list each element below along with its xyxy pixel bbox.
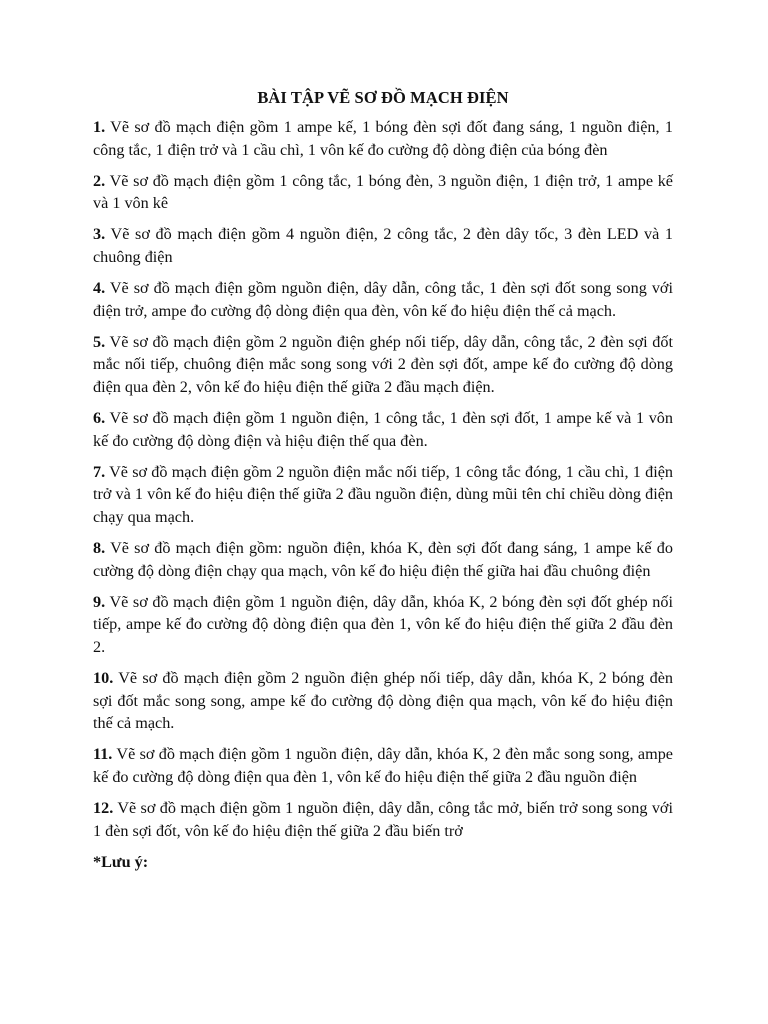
exercise-item-9 (93, 591, 673, 659)
exercise-item-8 (93, 537, 673, 582)
note-heading: *Lưu ý: (93, 852, 149, 871)
document-title: BÀI TẬP VẼ SƠ ĐỒ MẠCH ĐIỆN (257, 88, 509, 107)
exercise-item-5 (93, 331, 673, 399)
exercise-text: Vẽ sơ đồ mạch điện gồm 2 nguồn điện ghép nối tiếp, dây dẫn, khóa K, 2 bóng đèn sợi đốt mắc song song, ampe kế đo cường độ dòng điện qua mạch, vôn kế đo hiệu điện thế cả mạch. (93, 668, 673, 733)
exercise-text: Vẽ sơ đồ mạch điện gồm nguồn điện, dây dẫn, công tắc, 1 đèn sợi đốt song song với điện trở, ampe đo cường độ dòng điện qua đèn, vôn kế đo hiệu điện thế cả mạch. (93, 279, 673, 320)
exercise-text: Vẽ sơ đồ mạch điện gồm 1 công tắc, 1 bóng đèn, 3 nguồn điện, 1 điện trở, 1 ampe kế và 1 vôn kê (93, 171, 673, 213)
exercise-text: Vẽ sơ đồ mạch điện gồm 4 nguồn điện, 2 công tắc, 2 đèn dây tốc, 3 đèn LED và 1 chuông điện (93, 225, 673, 266)
exercise-number: 1. (93, 118, 106, 136)
exercise-item-3 (93, 223, 673, 268)
exercise-text: Vẽ sơ đồ mạch điện gồm 1 ampe kế, 1 bóng đèn sợi đốt đang sáng, 1 nguồn điện, 1 công tắc, 1 điện trở và 1 cầu chì, 1 vôn kế đo cường độ dòng điện của bóng đèn (93, 118, 673, 159)
exercise-item-11 (93, 743, 673, 788)
exercise-text: Vẽ sơ đồ mạch điện gồm 1 nguồn điện, dây dẫn, khóa K, 2 bóng đèn sợi đốt ghép nối tiếp, ampe kế đo cường độ dòng điện qua đèn 1, vôn kế đo hiệu điện thế giữa 2 đầu đèn 2. (93, 592, 673, 656)
exercise-number: 7. (93, 462, 106, 481)
exercise-text: Vẽ sơ đồ mạch điện gồm 1 nguồn điện, dây dẫn, công tắc mở, biến trở song song với 1 đèn sợi đốt, vôn kế đo hiệu điện thế giữa 2 đầu biến trở (93, 798, 673, 840)
exercise-number: 11. (93, 745, 113, 764)
exercise-text: Vẽ sơ đồ mạch điện gồm 1 nguồn điện, dây dẫn, khóa K, 2 đèn mắc song song, ampe kế đo cường độ dòng điện qua đèn 1, vôn kế đo hiệu điện thế giữa 2 đầu nguồn điện (93, 745, 673, 786)
exercise-text: Vẽ sơ đồ mạch điện gồm 2 nguồn điện mắc nối tiếp, 1 công tắc đóng, 1 cầu chì, 1 điện trở và 1 vôn kế đo hiệu điện thế giữa 2 đầu nguồn điện, dùng mũi tên chỉ chiều dòng điện chạy qua mạch. (93, 462, 673, 526)
exercise-item-10 (93, 667, 673, 735)
exercise-number: 12. (93, 798, 114, 817)
exercise-item-6 (93, 407, 673, 452)
exercise-item-2 (93, 170, 673, 215)
exercise-number: 3. (93, 225, 106, 244)
exercise-number: 4. (93, 279, 106, 298)
exercise-number: 5. (93, 332, 106, 351)
exercise-number: 9. (93, 592, 106, 611)
exercise-number: 10. (93, 668, 114, 687)
exercise-text: Vẽ sơ đồ mạch điện gồm 2 nguồn điện ghép nối tiếp, dây dẫn, công tắc, 2 đèn sợi đốt mắc nối tiếp, chuông điện mắc song song với 2 đèn sợi đốt, ampe kế đo cường độ dòng điện qua đèn 2, vôn kế đo hiệu điện thế giữa 2 đầu mạch điện. (93, 332, 673, 396)
exercise-item-12 (93, 797, 673, 842)
exercise-number: 2. (93, 171, 106, 190)
exercise-number: 6. (93, 409, 106, 428)
exercise-item-4 (93, 277, 673, 322)
exercise-item-7 (93, 461, 673, 529)
document-page (93, 86, 673, 873)
exercise-item-1 (93, 116, 673, 161)
exercise-number: 8. (93, 539, 106, 557)
exercise-text: Vẽ sơ đồ mạch điện gồm 1 nguồn điện, 1 công tắc, 1 đèn sợi đốt, 1 ampe kế và 1 vôn kế đo cường độ dòng điện và hiệu điện thế qua đèn. (93, 409, 673, 450)
exercise-text: Vẽ sơ đồ mạch điện gồm: nguồn điện, khóa K, đèn sợi đốt đang sáng, 1 ampe kế đo cường độ dòng điện chạy qua mạch, vôn kế đo hiệu điện thế giữa hai đầu chuông điện (93, 539, 673, 580)
